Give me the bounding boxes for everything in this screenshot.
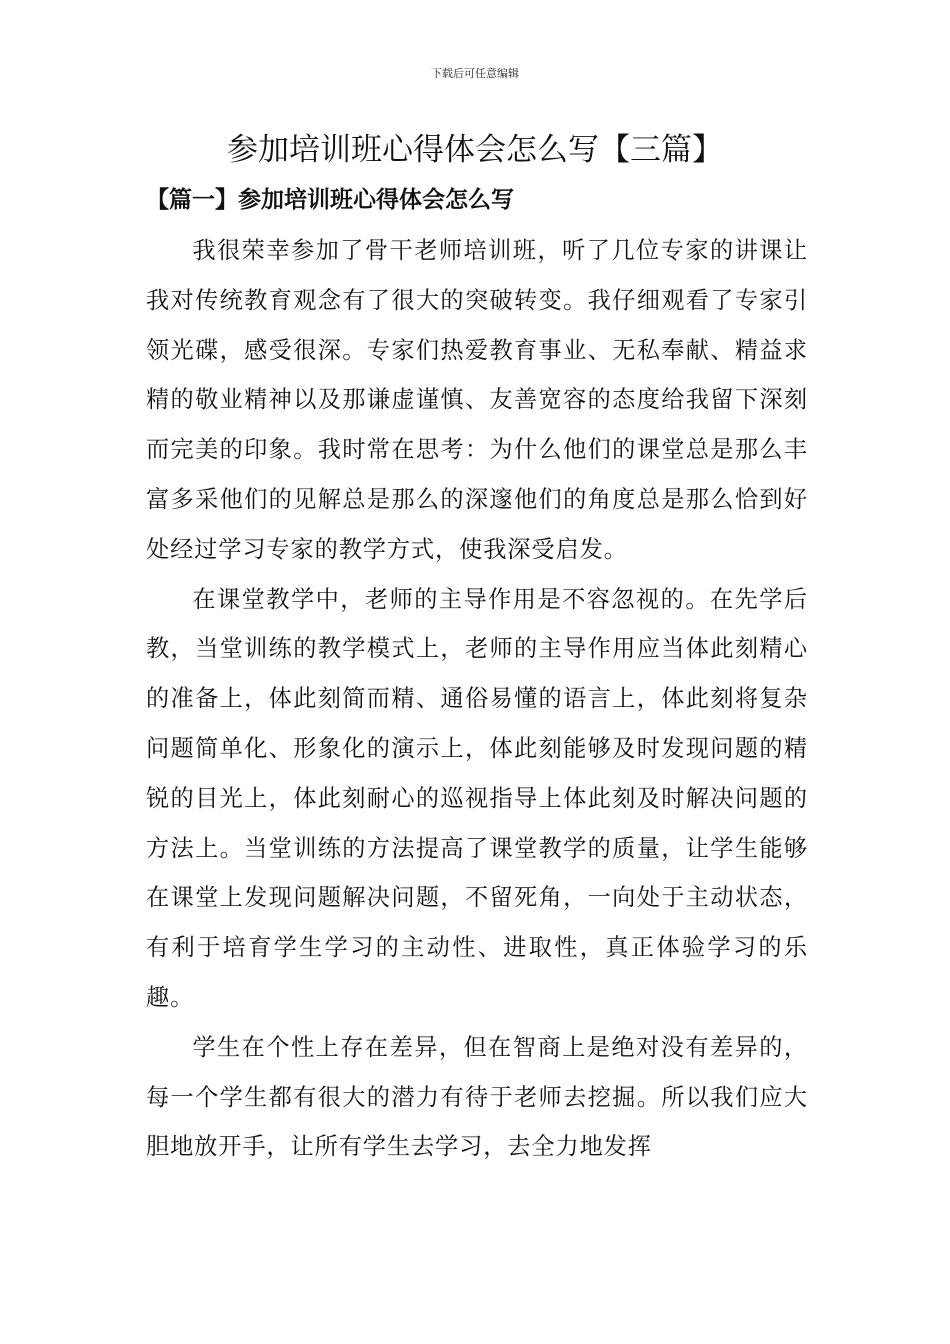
paragraph-2: 在课堂教学中，老师的主导作用是不容忽视的。在先学后教，当堂训练的教学模式上，老师的主导作用应当体此刻精心的准备上，体此刻简而精、通俗易懂的语言上，体此刻将复杂问题简单化、形象化的演示上，体此刻能够及时发现问题的精锐的目光上，体此刻耐心的巡视指导上体此刻及时解决问题的方法上。当堂训练的方法提高了课堂教学的质量，让学生能够在课堂上发现问题解决问题，不留死角，一向处于主动状态，有利于培育学生学习的主动性、进取性，真正体验学习的乐趣。 — [146, 585, 808, 1011]
body-text — [146, 226, 808, 1172]
header-note: 下载后可任意编辑 — [431, 67, 519, 80]
paragraph-1: 我很荣幸参加了骨干老师培训班，听了几位专家的讲课让我对传统教育观念有了很大的突破转变。我仔细观看了专家引领光碟，感受很深。专家们热爱教育事业、无私奉献、精益求精的敬业精神以及那谦虚谨慎、友善宽容的态度给我留下深刻而完美的印象。我时常在思考：为什么他们的课堂总是那么丰富多采他们的见解总是那么的深邃他们的角度总是那么恰到好处经过学习专家的教学方式，使我深受启发。 — [146, 237, 808, 563]
paragraph-3: 学生在个性上存在差异，但在智商上是绝对没有差异的，每一个学生都有很大的潜力有待于老师去挖掘。所以我们应大胆地放开手，让所有学生去学习，去全力地发挥 — [146, 1033, 808, 1161]
section-heading: 【篇一】参加培训班心得体会怎么写 — [146, 186, 514, 213]
document-title: 参加培训班心得体会怎么写【三篇】 — [227, 132, 723, 168]
